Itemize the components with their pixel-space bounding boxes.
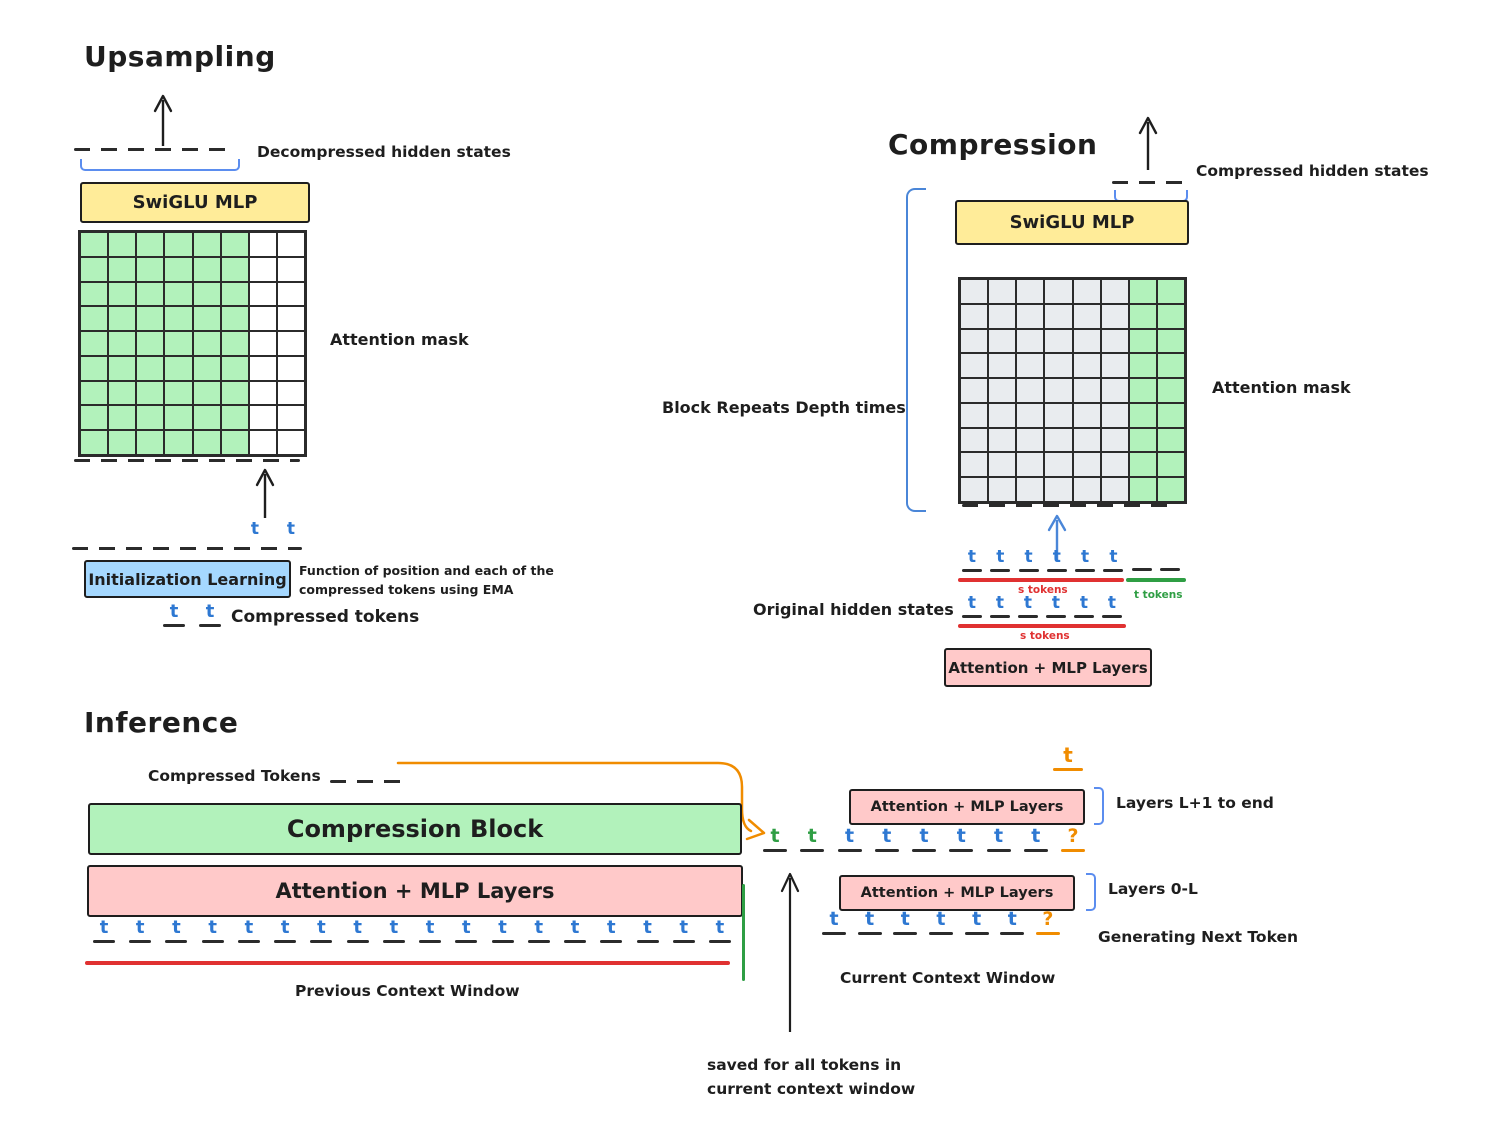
mask-cell: [1016, 329, 1044, 354]
mask-cell: [1157, 353, 1185, 378]
compressed-tokens-label: Compressed tokens: [231, 607, 420, 627]
token: t: [1000, 910, 1024, 935]
mask-cell: [193, 331, 221, 356]
previous-window-underline: [85, 961, 730, 965]
token: t: [1019, 549, 1039, 572]
layers-lower-label: Layers 0-L: [1108, 880, 1198, 898]
mask-cell: [960, 304, 988, 329]
token: t: [492, 919, 514, 943]
mask-cell: [1101, 403, 1129, 428]
mask-cell: [1101, 477, 1129, 502]
block-repeats-label: Block Repeats Depth times: [662, 398, 906, 417]
mask-cell: [80, 430, 108, 455]
mask-cell: [277, 331, 305, 356]
current-window-hidden-tokens: [763, 827, 1085, 852]
mask-cell: [1157, 329, 1185, 354]
upsampling-grid-input-dashes: [74, 459, 300, 462]
mask-cell: [221, 405, 249, 430]
token: t: [528, 919, 550, 943]
layers-upper-bracket: [1094, 787, 1104, 825]
mask-cell: [988, 428, 1016, 453]
saved-note-line1: saved for all tokens in: [707, 1056, 902, 1074]
mask-cell: [1044, 353, 1072, 378]
token: t: [455, 919, 477, 943]
mask-cell: [164, 306, 192, 331]
mask-cell: [164, 331, 192, 356]
token: [1160, 549, 1180, 572]
token: t: [274, 919, 296, 943]
compression-attention-mask-label: Attention mask: [1212, 378, 1351, 397]
mask-cell: [1073, 279, 1101, 304]
mask-cell: [1157, 279, 1185, 304]
mask-cell: [136, 232, 164, 257]
mask-cell: [108, 282, 136, 307]
mask-cell: [221, 282, 249, 307]
compression-swiglu-mlp-box: SwiGLU MLP: [955, 200, 1189, 245]
mask-cell: [960, 428, 988, 453]
mask-cell: [164, 232, 192, 257]
mask-cell: [988, 378, 1016, 403]
token: ?: [1061, 827, 1085, 852]
mask-cell: [221, 381, 249, 406]
token: t: [990, 595, 1010, 618]
mask-cell: [249, 232, 277, 257]
mask-cell: [1101, 304, 1129, 329]
decompressed-states-label: Decompressed hidden states: [257, 143, 511, 161]
token: t: [912, 827, 936, 852]
mask-cell: [193, 430, 221, 455]
token: t: [990, 549, 1010, 572]
mask-cell: [108, 405, 136, 430]
compressed-states-label: Compressed hidden states: [1196, 162, 1429, 180]
mask-cell: [221, 331, 249, 356]
mask-cell: [1044, 279, 1072, 304]
mask-cell: [193, 257, 221, 282]
mask-cell: [221, 232, 249, 257]
mask-cell: [277, 306, 305, 331]
token: t: [965, 910, 989, 935]
mask-cell: [164, 257, 192, 282]
mask-cell: [988, 403, 1016, 428]
mask-cell: [1016, 279, 1044, 304]
row1-t-tokens-underline: [1126, 578, 1186, 582]
mask-cell: [80, 331, 108, 356]
mask-cell: [108, 306, 136, 331]
token: ?: [1036, 910, 1060, 935]
initialization-learning-box: Initialization Learning: [84, 560, 291, 598]
mask-cell: [249, 430, 277, 455]
mask-cell: [249, 405, 277, 430]
mask-cell: [221, 257, 249, 282]
token: t: [238, 919, 260, 943]
initialization-input-dashes: [72, 547, 302, 550]
token: t: [347, 919, 369, 943]
mask-cell: [988, 477, 1016, 502]
mask-cell: [1101, 378, 1129, 403]
mask-cell: [277, 381, 305, 406]
mask-cell: [277, 257, 305, 282]
mask-cell: [249, 331, 277, 356]
mask-cell: [1073, 329, 1101, 354]
token: t: [199, 603, 221, 627]
mask-cell: [960, 403, 988, 428]
mask-cell: [1073, 403, 1101, 428]
current-window-tokens: [822, 910, 1060, 935]
token: t: [600, 919, 622, 943]
token: t: [1103, 549, 1123, 572]
previous-window-tokens: [93, 919, 731, 943]
token: t: [962, 595, 982, 618]
upsampling-attention-mask-grid: [78, 230, 307, 457]
upsampling-output-arrow-icon: [150, 92, 176, 148]
mask-cell: [221, 430, 249, 455]
compressed-states-dashes: [1112, 181, 1186, 184]
mask-cell: [988, 279, 1016, 304]
generating-next-token-label: Generating Next Token: [1098, 928, 1299, 946]
token: t: [893, 910, 917, 935]
token: t: [93, 919, 115, 943]
token: t: [1102, 595, 1122, 618]
mask-cell: [277, 232, 305, 257]
mask-cell: [1129, 304, 1157, 329]
row2-s-tokens-label: s tokens: [1020, 630, 1070, 642]
compression-title: Compression: [888, 128, 1098, 161]
row2-s-tokens-underline: [958, 624, 1126, 628]
context-divider-line: [742, 884, 745, 981]
inference-attn-mlp-box-large: Attention + MLP Layers: [87, 865, 743, 917]
mask-cell: [1044, 477, 1072, 502]
compression-block-box: Compression Block: [88, 803, 742, 855]
upsampling-upper-tokens: [250, 521, 296, 538]
mask-cell: [960, 477, 988, 502]
inference-compressed-tokens-dashes: [330, 780, 402, 783]
original-hidden-states-label: Original hidden states: [753, 600, 954, 619]
decompressed-states-dashes: [74, 148, 236, 151]
compression-output-arrow-icon: [1135, 114, 1161, 172]
mask-cell: [1073, 378, 1101, 403]
mask-cell: [1044, 304, 1072, 329]
inference-title: Inference: [84, 706, 239, 739]
ema-note-line1: Function of position and each of the: [299, 563, 554, 578]
mask-cell: [136, 257, 164, 282]
mask-cell: [1129, 279, 1157, 304]
row1-s-tokens-label: s tokens: [1018, 584, 1068, 596]
token: t: [1018, 595, 1038, 618]
token: t: [1074, 595, 1094, 618]
mask-cell: [1129, 452, 1157, 477]
upsampling-title: Upsampling: [84, 40, 276, 73]
mask-cell: [1016, 403, 1044, 428]
mask-cell: [1157, 477, 1185, 502]
mask-cell: [1073, 428, 1101, 453]
block-repeats-bracket: [906, 188, 926, 512]
token: t: [962, 549, 982, 572]
token: t: [763, 827, 787, 852]
token: t: [163, 603, 185, 627]
mask-cell: [1044, 452, 1072, 477]
mask-cell: [221, 356, 249, 381]
mask-cell: [136, 306, 164, 331]
mask-cell: [1157, 428, 1185, 453]
token: t: [949, 827, 973, 852]
compression-attn-mlp-box: Attention + MLP Layers: [944, 648, 1152, 687]
mask-cell: [1129, 329, 1157, 354]
upsampling-swiglu-mlp-box: SwiGLU MLP: [80, 182, 310, 223]
token: t: [286, 519, 296, 539]
upsampling-attention-mask-label: Attention mask: [330, 330, 469, 349]
token: t: [310, 919, 332, 943]
mask-cell: [1101, 279, 1129, 304]
mask-cell: [249, 306, 277, 331]
upsampling-compressed-tokens: [163, 603, 221, 627]
mask-cell: [249, 282, 277, 307]
mask-cell: [1129, 353, 1157, 378]
mask-cell: [1157, 403, 1185, 428]
mask-cell: [108, 356, 136, 381]
token: t: [1024, 827, 1048, 852]
mask-cell: [80, 282, 108, 307]
mask-cell: [1157, 378, 1185, 403]
kv-saved-arrow-icon: [777, 868, 803, 1034]
token: t: [637, 919, 659, 943]
token: t: [202, 919, 224, 943]
upsampling-output-bracket: [80, 159, 240, 171]
next-token-output: [1053, 745, 1087, 771]
mask-cell: [1016, 477, 1044, 502]
mask-cell: [108, 430, 136, 455]
saved-note-line2: current context window: [707, 1080, 916, 1098]
mask-cell: [80, 381, 108, 406]
mask-cell: [1044, 403, 1072, 428]
mask-cell: [164, 282, 192, 307]
mask-cell: [80, 257, 108, 282]
token: t: [564, 919, 586, 943]
mask-cell: [164, 430, 192, 455]
ema-note-line2: compressed tokens using EMA: [299, 582, 514, 597]
mask-cell: [80, 405, 108, 430]
mask-cell: [277, 405, 305, 430]
mask-cell: [1016, 378, 1044, 403]
mask-cell: [136, 405, 164, 430]
token: t: [838, 827, 862, 852]
token: t: [673, 919, 695, 943]
mask-cell: [1044, 378, 1072, 403]
mask-cell: [988, 353, 1016, 378]
mask-cell: [1073, 304, 1101, 329]
token: t: [1075, 549, 1095, 572]
mask-cell: [277, 430, 305, 455]
mask-cell: [136, 356, 164, 381]
mask-cell: [108, 331, 136, 356]
compression-attention-mask-grid: [958, 277, 1187, 504]
mask-cell: [193, 232, 221, 257]
row1-s-tokens-underline: [958, 578, 1124, 582]
mask-cell: [249, 381, 277, 406]
token: t: [822, 910, 846, 935]
token: t: [383, 919, 405, 943]
mask-cell: [960, 452, 988, 477]
mask-cell: [1044, 329, 1072, 354]
row1-t-tokens-label: t tokens: [1134, 589, 1183, 601]
token: t: [929, 910, 953, 935]
token: t: [987, 827, 1011, 852]
mask-cell: [164, 381, 192, 406]
mask-cell: [164, 405, 192, 430]
mask-cell: [988, 329, 1016, 354]
mask-cell: [1016, 452, 1044, 477]
mask-cell: [988, 452, 1016, 477]
mask-cell: [277, 282, 305, 307]
mask-cell: [193, 282, 221, 307]
mask-cell: [1129, 428, 1157, 453]
mask-cell: [277, 356, 305, 381]
mask-cell: [960, 378, 988, 403]
mask-cell: [1016, 304, 1044, 329]
current-context-window-label: Current Context Window: [840, 969, 1056, 987]
inference-attn-mlp-box-upper: Attention + MLP Layers: [849, 789, 1085, 825]
mask-cell: [164, 356, 192, 381]
token: t: [875, 827, 899, 852]
layers-upper-label: Layers L+1 to end: [1116, 794, 1274, 812]
mask-cell: [1044, 428, 1072, 453]
compression-token-row-1: [962, 549, 1180, 572]
mask-cell: [1073, 477, 1101, 502]
mask-cell: [108, 381, 136, 406]
inference-attn-mlp-box-lower: Attention + MLP Layers: [839, 875, 1075, 911]
mask-cell: [108, 232, 136, 257]
mask-cell: [1101, 329, 1129, 354]
mask-cell: [136, 381, 164, 406]
mask-cell: [1016, 428, 1044, 453]
token: t: [250, 519, 260, 539]
compression-token-row-2: [962, 595, 1122, 618]
mask-cell: [960, 353, 988, 378]
token: t: [165, 919, 187, 943]
token: [1132, 549, 1152, 572]
mask-cell: [1016, 353, 1044, 378]
mask-cell: [1129, 378, 1157, 403]
mask-cell: [960, 329, 988, 354]
mask-cell: [1157, 452, 1185, 477]
token: t: [800, 827, 824, 852]
compression-grid-input-dashes: [962, 504, 1178, 507]
layers-lower-bracket: [1086, 873, 1096, 911]
mask-cell: [193, 306, 221, 331]
mask-cell: [221, 306, 249, 331]
inference-compressed-tokens-label: Compressed Tokens: [148, 767, 321, 785]
mask-cell: [988, 304, 1016, 329]
mask-cell: [1073, 353, 1101, 378]
mask-cell: [136, 282, 164, 307]
mask-cell: [249, 257, 277, 282]
mask-cell: [1101, 428, 1129, 453]
mask-cell: [960, 279, 988, 304]
token: t: [1053, 745, 1083, 771]
mask-cell: [80, 232, 108, 257]
mask-cell: [80, 306, 108, 331]
token: t: [1046, 595, 1066, 618]
mask-cell: [80, 356, 108, 381]
mask-cell: [193, 356, 221, 381]
mask-cell: [1073, 452, 1101, 477]
mask-cell: [249, 356, 277, 381]
token: t: [858, 910, 882, 935]
token: t: [129, 919, 151, 943]
mask-cell: [1157, 304, 1185, 329]
mask-cell: [1101, 353, 1129, 378]
token: t: [1047, 549, 1067, 572]
token: t: [709, 919, 731, 943]
mask-cell: [1129, 403, 1157, 428]
mask-cell: [1101, 452, 1129, 477]
mask-cell: [193, 405, 221, 430]
mask-cell: [136, 331, 164, 356]
mask-cell: [1129, 477, 1157, 502]
mask-cell: [193, 381, 221, 406]
upsampling-input-arrow-icon: [252, 466, 278, 520]
token: t: [419, 919, 441, 943]
mask-cell: [108, 257, 136, 282]
mask-cell: [136, 430, 164, 455]
previous-context-window-label: Previous Context Window: [295, 982, 520, 1000]
